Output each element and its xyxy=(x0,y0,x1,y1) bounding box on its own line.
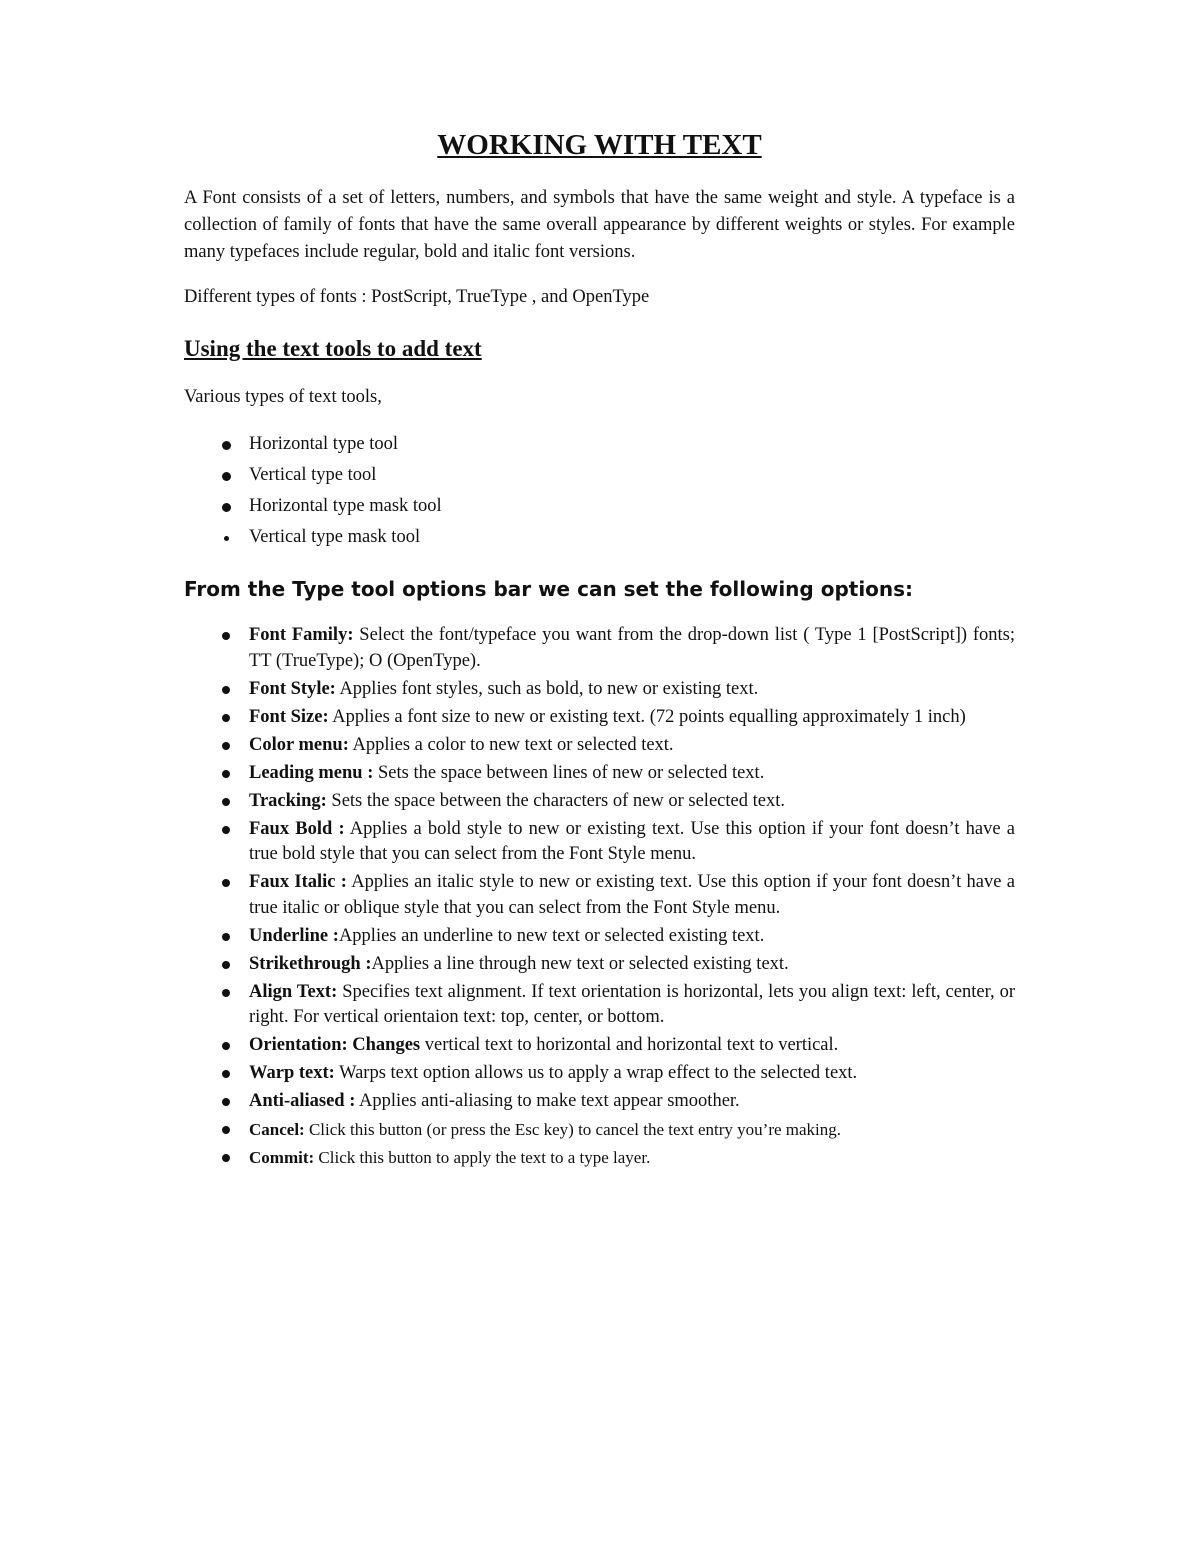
bullet-icon xyxy=(222,714,230,722)
bullet-icon xyxy=(222,1070,230,1078)
list-item xyxy=(184,952,1015,978)
list-item xyxy=(184,460,1015,491)
list-item xyxy=(184,1033,1015,1059)
option-text: Applies an italic style to new or existing text. Use this option if your font doesn’t have a true italic or oblique style that you can select from the Font Style menu. xyxy=(249,872,1015,918)
bullet-icon xyxy=(222,989,230,997)
option-term: Color menu: xyxy=(249,734,349,755)
document-content xyxy=(184,128,1015,1173)
bullet-icon xyxy=(224,536,229,541)
list-item xyxy=(184,789,1015,815)
option-term: Faux Bold : xyxy=(249,818,345,839)
option-term: Warp text: xyxy=(249,1063,335,1084)
list-item xyxy=(184,1117,1015,1143)
options-list xyxy=(184,623,1015,1171)
bullet-icon xyxy=(222,770,230,778)
option-text: Applies an underline to new text or selected existing text. xyxy=(338,925,765,946)
option-term: Commit: xyxy=(249,1148,315,1168)
option-text: Sets the space between lines of new or selected text. xyxy=(373,762,765,783)
list-item xyxy=(184,870,1015,921)
document-title: WORKING WITH TEXT xyxy=(437,129,762,161)
list-item xyxy=(184,491,1015,522)
option-term: Anti-aliased : xyxy=(249,1091,356,1112)
option-text: Applies a color to new text or selected text. xyxy=(348,734,674,755)
section-heading: Using the text tools to add text xyxy=(184,335,482,361)
list-item xyxy=(184,980,1015,1031)
option-text: Click this button (or press the Esc key) to cancel the text entry you’re making. xyxy=(304,1120,842,1140)
bullet-icon xyxy=(222,1154,230,1162)
bullet-icon xyxy=(222,1098,230,1106)
list-item xyxy=(184,677,1015,703)
option-text: Warps text option allows us to apply a wrap effect to the selected text. xyxy=(334,1063,858,1084)
bullet-icon xyxy=(222,686,230,694)
tool-label: Vertical type tool xyxy=(249,465,377,486)
option-text: Applies a font size to new or existing text. (72 points equalling approximately 1 inch) xyxy=(328,706,966,727)
list-item xyxy=(184,733,1015,759)
option-text: Applies a line through new text or selected existing text. xyxy=(371,953,789,974)
option-text: Applies a bold style to new or existing text. Use this option if your font doesn’t have a true bold style that you can select from the Font Style menu. xyxy=(249,818,1015,865)
list-item xyxy=(184,817,1015,868)
option-term: Leading menu : xyxy=(249,762,374,783)
list-item xyxy=(184,429,1015,460)
option-text: Specifies text alignment. If text orientation is horizontal, lets you align text: left, center, or right. For vertical orientaion text: top, center, or bottom. xyxy=(249,981,1015,1028)
option-term: Underline : xyxy=(249,925,339,946)
option-term: Cancel: xyxy=(249,1120,305,1140)
bullet-icon xyxy=(222,1126,230,1134)
list-item xyxy=(184,924,1015,950)
bullet-icon xyxy=(222,503,231,512)
list-item xyxy=(184,1089,1015,1115)
bullet-icon xyxy=(222,933,230,941)
bullet-icon xyxy=(222,441,231,450)
list-item xyxy=(184,1061,1015,1087)
tool-label: Horizontal type mask tool xyxy=(249,496,442,517)
intro-paragraph: A Font consists of a set of letters, numbers, and symbols that have the same weight and style. A typeface is a collection of family of fonts that have the same overall appearance by different weights or styles. For example many typefaces include regular, bold and italic font versions. xyxy=(184,187,1015,262)
option-term: Tracking: xyxy=(249,790,327,811)
option-term: Strikethrough : xyxy=(249,953,372,974)
tools-intro-paragraph: Various types of text tools, xyxy=(184,387,382,408)
option-text: Applies font styles, such as bold, to new or existing text. xyxy=(335,678,759,699)
list-item xyxy=(184,1145,1015,1171)
bullet-icon xyxy=(222,961,230,969)
option-term: Font Style: xyxy=(249,678,336,699)
option-term: Orientation: Changes xyxy=(249,1035,421,1056)
bullet-icon xyxy=(222,472,231,481)
option-term: Font Family: xyxy=(249,625,354,646)
option-text: Select the font/typeface you want from the drop-down list ( Type 1 [PostScript]) fonts; TT (TrueType); O (OpenType). xyxy=(249,625,1015,671)
list-item xyxy=(184,522,1015,553)
options-heading: From the Type tool options bar we can set the following options: xyxy=(184,577,914,602)
bullet-icon xyxy=(222,798,230,806)
list-item xyxy=(184,623,1015,674)
option-term: Align Text: xyxy=(249,981,338,1002)
tool-label: Horizontal type tool xyxy=(249,434,398,455)
option-text: Applies anti-aliasing to make text appear smoother. xyxy=(355,1091,740,1112)
option-text: vertical text to horizontal and horizontal text to vertical. xyxy=(420,1035,839,1056)
bullet-icon xyxy=(222,742,230,750)
bullet-icon xyxy=(222,826,230,834)
option-term: Faux Italic : xyxy=(249,872,347,893)
bullet-icon xyxy=(222,632,230,640)
option-term: Font Size: xyxy=(249,706,329,727)
bullet-icon xyxy=(222,879,230,887)
bullet-icon xyxy=(222,1042,230,1050)
font-types-paragraph: Different types of fonts : PostScript, TrueType , and OpenType xyxy=(184,286,650,307)
tool-label: Vertical type mask tool xyxy=(249,527,421,548)
text-tools-list xyxy=(184,429,1015,553)
option-text: Click this button to apply the text to a type layer. xyxy=(314,1148,651,1168)
option-text: Sets the space between the characters of new or selected text. xyxy=(326,790,785,811)
list-item xyxy=(184,705,1015,731)
list-item xyxy=(184,761,1015,787)
